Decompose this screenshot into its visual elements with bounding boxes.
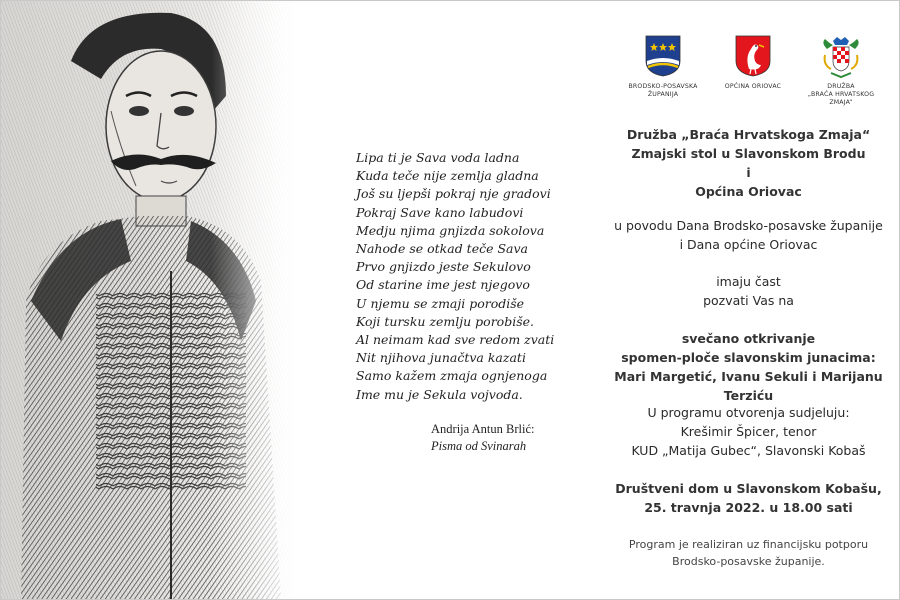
- invite-line: imaju čast: [716, 274, 781, 289]
- logo-caption: ŽUPANIJA: [647, 91, 679, 98]
- logo-oriovac: [713, 35, 793, 91]
- organizer-line: Družba „Braća Hrvatskoga Zmaja“: [626, 127, 871, 142]
- event-line: Mari Margetić, Ivanu Sekuli i Marijanu Terziću: [614, 369, 883, 403]
- logo-caption: BRODSKO-POSAVSKA: [628, 83, 698, 90]
- venue-date: 25. travnja 2022. u 18.00 sati: [644, 500, 853, 515]
- event-line: spomen-ploče slavonskim junacima:: [621, 350, 876, 365]
- event-block: [601, 329, 896, 405]
- venue-line: Društveni dom u Slavonskom Kobašu,: [615, 481, 882, 496]
- organizer-line: i: [746, 165, 751, 180]
- organizer-line: Zmajski stol u Slavonskom Brodu: [631, 146, 866, 161]
- poem-author: Andrija Antun Brlić:: [431, 422, 535, 436]
- logo-zupanija: [623, 35, 703, 99]
- oriovac-coat-of-arms-icon: [735, 35, 771, 77]
- poem-line: Al neimam kad sve redom zvati: [356, 332, 555, 348]
- venue-block: [601, 479, 896, 517]
- poem-line: Nahode se otkad teče Sava: [356, 241, 528, 257]
- program-line: Krešimir Špicer, tenor: [680, 424, 817, 439]
- funding-line: Program je realiziran uz financijsku potporu: [628, 538, 869, 551]
- poem: [356, 149, 596, 404]
- poem-line: Samo kažem zmaja ognjenoga: [356, 368, 548, 384]
- poem-line: U njemu se zmaji porodiše: [356, 295, 525, 311]
- program-line: U programu otvorenja sudjeluju:: [647, 405, 850, 420]
- poem-line: Još su ljepši pokraj nje gradovi: [356, 186, 551, 202]
- logo-caption: „BRAĆA HRVATSKOG ZMAJA“: [807, 91, 875, 106]
- program-line: KUD „Matija Gubec“, Slavonski Kobaš: [631, 443, 866, 458]
- event-line: svečano otkrivanje: [681, 331, 816, 346]
- invite-line: pozvati Vas na: [703, 293, 794, 308]
- poem-line: Nit njihova junačtva kazati: [356, 350, 526, 366]
- logo-caption: OPĆINA ORIOVAC: [724, 83, 782, 90]
- logo-caption: DRUŽBA: [827, 83, 855, 90]
- portrait-engraving: [1, 1, 301, 599]
- dragon-society-emblem-icon: [819, 35, 863, 79]
- poem-source: Pisma od Svinarah: [431, 439, 527, 453]
- poem-line: Koji tursku zemlju porobiše.: [356, 313, 534, 329]
- organizer-line: Općina Oriovac: [695, 184, 802, 199]
- invitation-text-column: [601, 1, 896, 599]
- logo-row: [623, 35, 883, 107]
- poem-line: Kuda teče nije zemlja gladna: [356, 168, 539, 184]
- poem-attribution: [431, 421, 534, 455]
- poem-line: Pokraj Save kano labudovi: [356, 204, 524, 220]
- organizers-block: [601, 125, 896, 201]
- zupanija-coat-of-arms-icon: [645, 35, 681, 77]
- poem-line: Ime mu je Sekula vojvoda.: [356, 386, 523, 402]
- occasion-line: i Dana općine Oriovac: [679, 237, 818, 252]
- funding-note: [601, 536, 896, 570]
- occasion-block: [601, 216, 896, 254]
- engraved-portrait-icon: [1, 1, 301, 599]
- poem-line: Prvo gnjizdo jeste Sekulovo: [356, 259, 531, 275]
- program-block: [601, 403, 896, 460]
- poem-line: Medju njima gnjizda sokolova: [356, 222, 545, 238]
- funding-line: Brodsko-posavske županije.: [672, 555, 825, 568]
- invite-block: [601, 272, 896, 310]
- logo-druzba: [801, 35, 881, 107]
- occasion-line: u povodu Dana Brodsko-posavske županije: [614, 218, 883, 233]
- poem-line: Lipa ti je Sava voda ladna: [356, 150, 520, 165]
- poem-line: Od starine ime jest njegovo: [356, 277, 530, 293]
